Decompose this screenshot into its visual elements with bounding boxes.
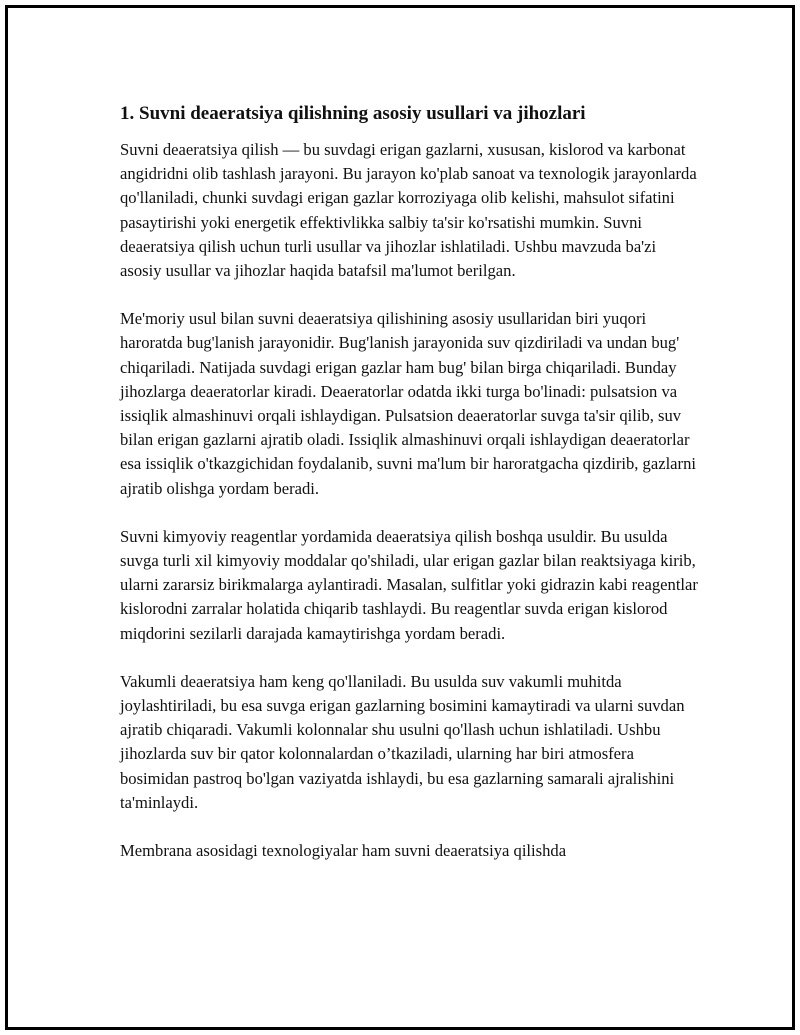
section-heading: 1. Suvni deaeratsiya qilishning asosiy usullari va jihozlari [120, 103, 586, 124]
document-body [120, 100, 700, 887]
paragraph-intro: Suvni deaeratsiya qilish — bu suvdagi erigan gazlarni, xususan, kislorod va karbonat angidridni olib tashlash jarayoni. Bu jarayon ko'plab sanoat va texnologik jarayonlarda qo'llaniladi, chunki suvdagi erigan gazlar korroziyaga olib kelishi, mahsulot sifatini pasaytirishi yoki energetik effektivlikka salbiy ta'sir ko'rsatishi mumkin. Suvni deaeratsiya qilish uchun turli usullar va jihozlar ishlatiladi. Ushbu mavzuda ba'zi asosiy usullar va jihozlar haqida batafsil ma'lumot berilgan. [120, 140, 697, 281]
page-frame [5, 5, 795, 1030]
paragraph-thermal-method: Me'moriy usul bilan suvni deaeratsiya qilishining asosiy usullaridan biri yuqori haroratda bug'lanish jarayonidir. Bug'lanish jarayonida suv qizdiriladi va undan bug' chiqariladi. Natijada suvdagi erigan gazlar ham bug' bilan birga chiqariladi. Bunday jihozlarga deaeratorlar kiradi. Deaeratorlar odatda ikki turga bo'linadi: pulsatsion va issiqlik almashinuvi orqali ishlaydigan. Pulsatsion deaeratorlar suvga ta'sir qilib, suv bilan erigan gazlarni ajratib oladi. Issiqlik almashinuvi orqali ishlaydigan deaeratorlar esa issiqlik o'tkazgichidan foydalanib, suvni ma'lum bir haroratgacha qizdirib, gazlarni ajratib olishga yordam beradi. [120, 309, 696, 498]
paragraph-chemical-method: Suvni kimyoviy reagentlar yordamida deaeratsiya qilish boshqa usuldir. Bu usulda suvga turli xil kimyoviy moddalar qo'shiladi, ular erigan gazlar bilan reaktsiyaga kirib, ularni zararsiz birikmalarga aylantiradi. Masalan, sulfitlar yoki gidrazin kabi reagentlar kislorodni zarralar holatida chiqarib tashlaydi. Bu reagentlar suvda erigan kislorod miqdorini sezilarli darajada kamaytirishga yordam beradi. [120, 526, 698, 643]
paragraph-vacuum-method: Vakumli deaeratsiya ham keng qo'llaniladi. Bu usulda suv vakumli muhitda joylashtiriladi, bu esa suvga erigan gazlarning bosimini kamaytiradi va ularni suvdan ajratib chiqaradi. Vakumli kolonnalar shu usulni qo'llash uchun ishlatiladi. Ushbu jihozlarda suv bir qator kolonnalardan o’tkaziladi, ularning har biri atmosfera bosimidan pastroq bo'lgan vaziyatda ishlaydi, bu esa gazlarning samarali ajralishini ta'minlaydi. [120, 671, 685, 812]
paragraph-membrane-method: Membrana asosidagi texnologiyalar ham suvni deaeratsiya qilishda [120, 841, 567, 861]
